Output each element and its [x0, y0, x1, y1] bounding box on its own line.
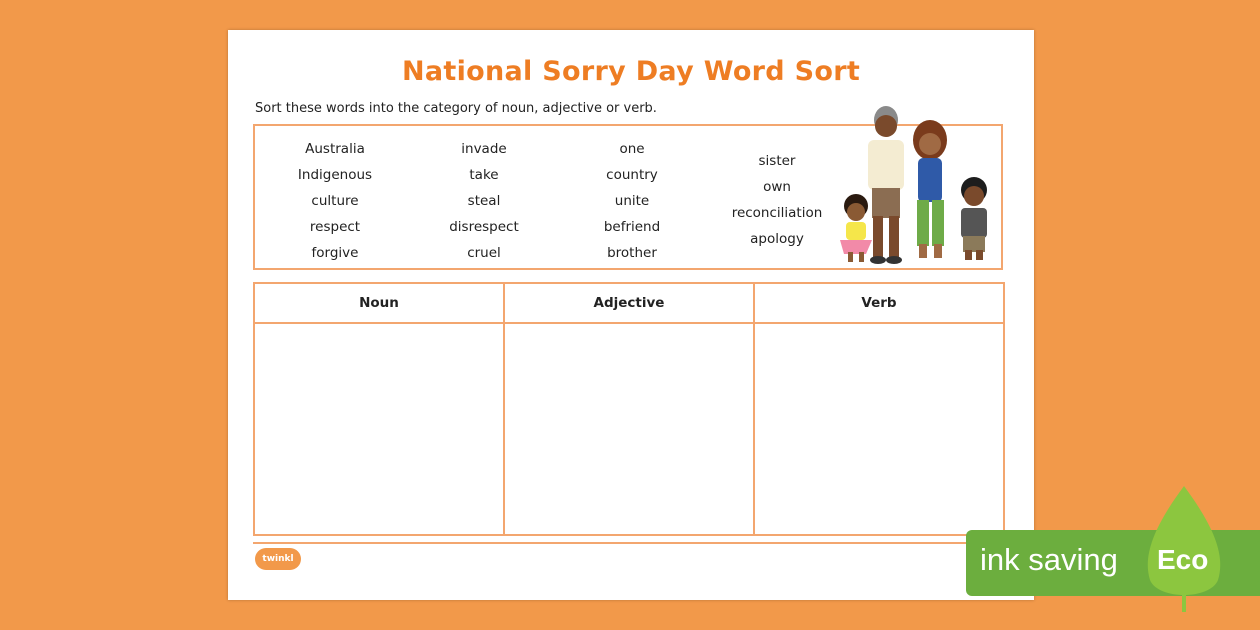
worksheet-page — [228, 30, 1034, 600]
eco-label: Eco — [1157, 544, 1209, 575]
word-column-4 — [725, 148, 829, 252]
adjective-header: Adjective — [505, 284, 753, 324]
word-item: take — [469, 167, 499, 183]
word-item: brother — [607, 245, 657, 261]
word-item: forgive — [311, 245, 359, 261]
noun-column — [255, 284, 505, 534]
verb-header: Verb — [755, 284, 1003, 324]
word-item: steal — [467, 193, 501, 209]
word-item: own — [763, 179, 791, 195]
adjective-column — [505, 284, 755, 534]
word-item: cruel — [467, 245, 501, 261]
word-item: apology — [750, 231, 804, 247]
noun-header: Noun — [255, 284, 503, 324]
footer-divider — [253, 542, 1005, 544]
verb-column — [755, 284, 1003, 534]
sort-table — [253, 282, 1005, 536]
word-item: one — [619, 141, 645, 157]
word-item: sister — [758, 153, 796, 169]
word-item: invade — [461, 141, 507, 157]
instructions-text: Sort these words into the category of noun, adjective or verb. — [255, 101, 657, 116]
word-item: befriend — [603, 219, 661, 235]
word-item: country — [606, 167, 658, 183]
word-item: respect — [309, 219, 361, 235]
worksheet-title: National Sorry Day Word Sort — [401, 56, 861, 87]
word-item: Australia — [305, 141, 365, 157]
word-item: culture — [311, 193, 359, 209]
ink-saving-text: ink saving — [980, 542, 1118, 577]
word-item: reconciliation — [731, 205, 823, 221]
twinkl-logo: twinkl — [255, 548, 301, 570]
word-item: disrespect — [449, 219, 519, 235]
word-item: Indigenous — [297, 167, 373, 183]
word-column-3 — [585, 136, 679, 266]
word-column-2 — [437, 136, 531, 266]
word-item: unite — [614, 193, 650, 209]
word-column-1 — [285, 136, 385, 266]
family-illustration — [826, 102, 1001, 268]
